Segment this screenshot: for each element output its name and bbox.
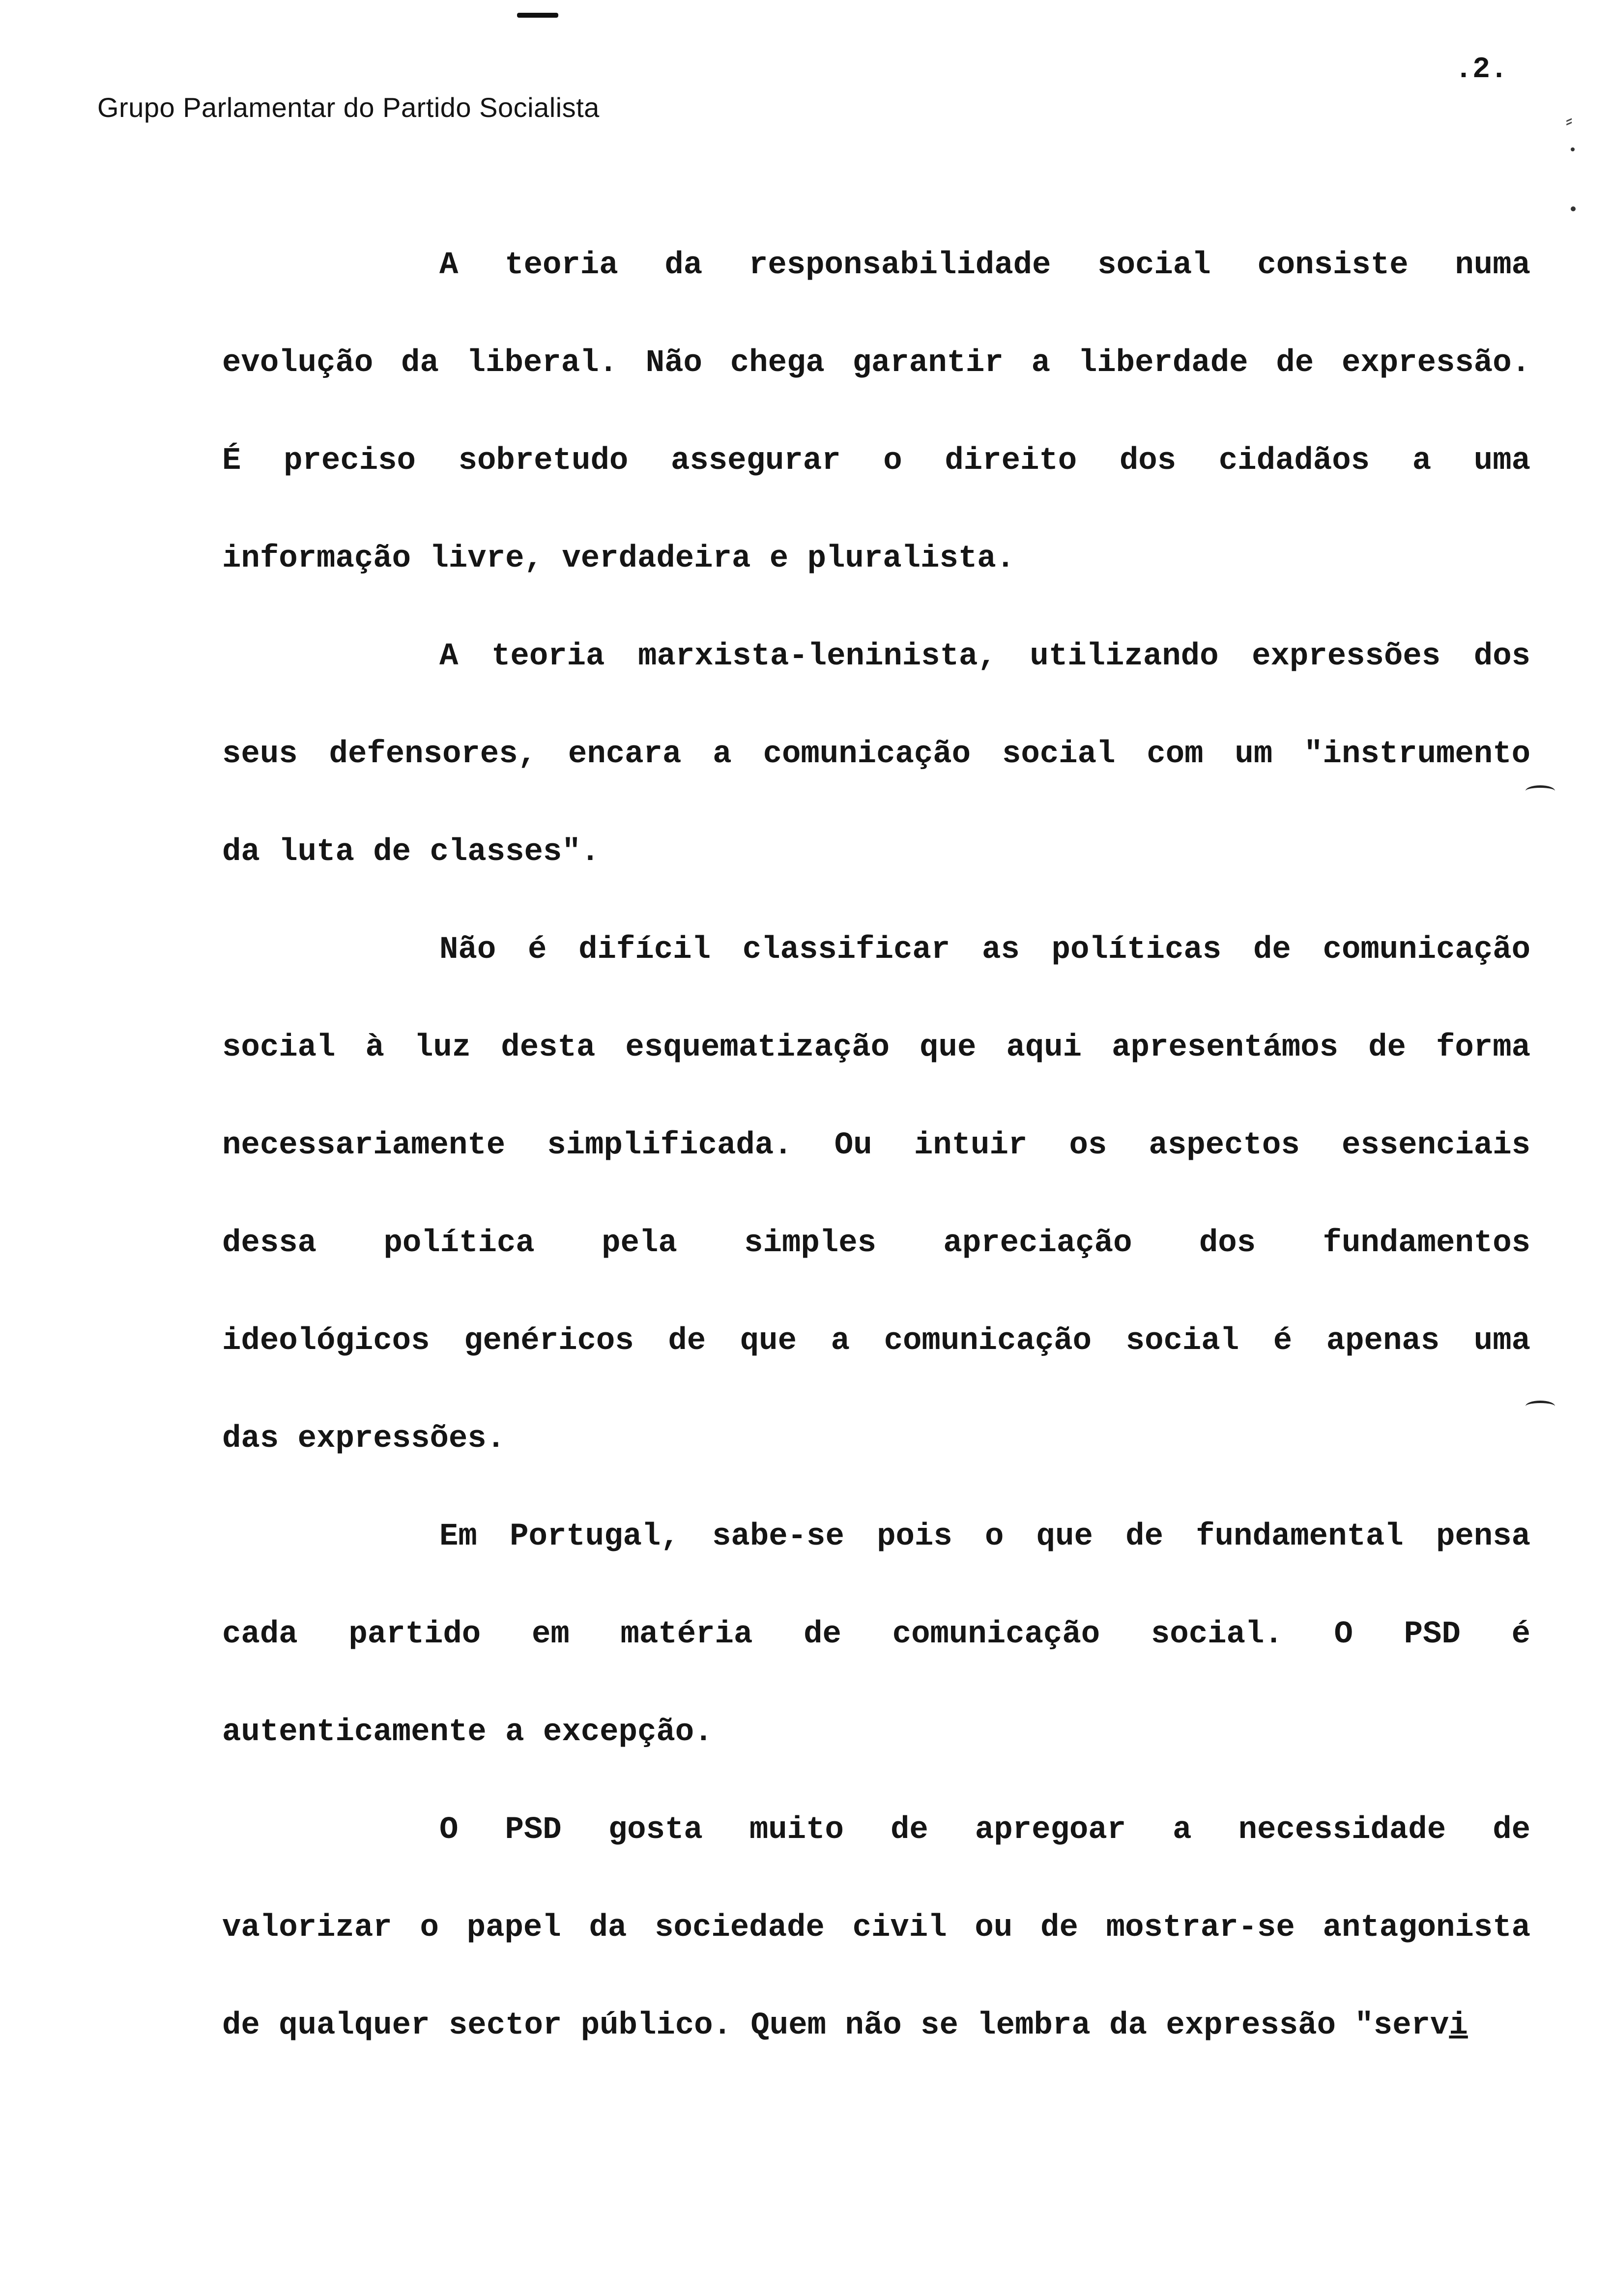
text-line: O PSD gosta muito de apregoar a necessidade de [439, 1812, 1530, 1848]
text-line: social à luz desta esquematização que aqui apresentámos de forma [222, 1030, 1530, 1065]
margin-dot [1571, 147, 1575, 151]
text-line: autenticamente a excepção. [222, 1715, 713, 1750]
text-line: É preciso sobretudo assegurar o direito dos cidadãos a uma [222, 443, 1530, 479]
text-line: cada partido em matéria de comunicação social. O PSD é [222, 1617, 1530, 1652]
text-line: Em Portugal, sabe-se pois o que de fundamental pensa [439, 1519, 1530, 1554]
text-line: necessariamente simplificada. Ou intuir os aspectos essenciais [222, 1128, 1530, 1163]
text-line: da luta de classes". [222, 834, 600, 870]
page-number: .2. [1455, 53, 1508, 86]
margin-dot [1571, 206, 1576, 211]
text-line: seus defensores, encara a comunicação social com um "instrumento [222, 737, 1530, 772]
text-line: A teoria marxista-leninista, utilizando expressões dos [439, 639, 1530, 674]
text-line: Não é difícil classificar as políticas de comunicação [439, 932, 1530, 968]
text-line-content: de qualquer sector público. Quem não se lembra da expressão "serv [222, 2008, 1449, 2043]
text-line: A teoria da responsabilidade social consiste numa [439, 248, 1530, 283]
body-text [222, 241, 1530, 2099]
scan-mark [517, 13, 558, 18]
document-header: Grupo Parlamentar do Partido Socialista [97, 92, 600, 123]
underlined-hyphenation: i [1449, 2008, 1468, 2043]
margin-pen-mark: ⸗ [1566, 109, 1573, 132]
text-line: das expressões. [222, 1421, 506, 1457]
text-line: dessa política pela simples apreciação dos fundamentos [222, 1226, 1530, 1261]
text-line: evolução da liberal. Não chega garantir a liberdade de expressão. [222, 345, 1530, 381]
text-line: valorizar o papel da sociedade civil ou de mostrar-se antagonista [222, 1910, 1530, 1946]
text-line-final [222, 2001, 1530, 2099]
text-line: ideológicos genéricos de que a comunicação social é apenas uma [222, 1323, 1530, 1359]
text-line: informação livre, verdadeira e pluralista. [222, 541, 1015, 576]
